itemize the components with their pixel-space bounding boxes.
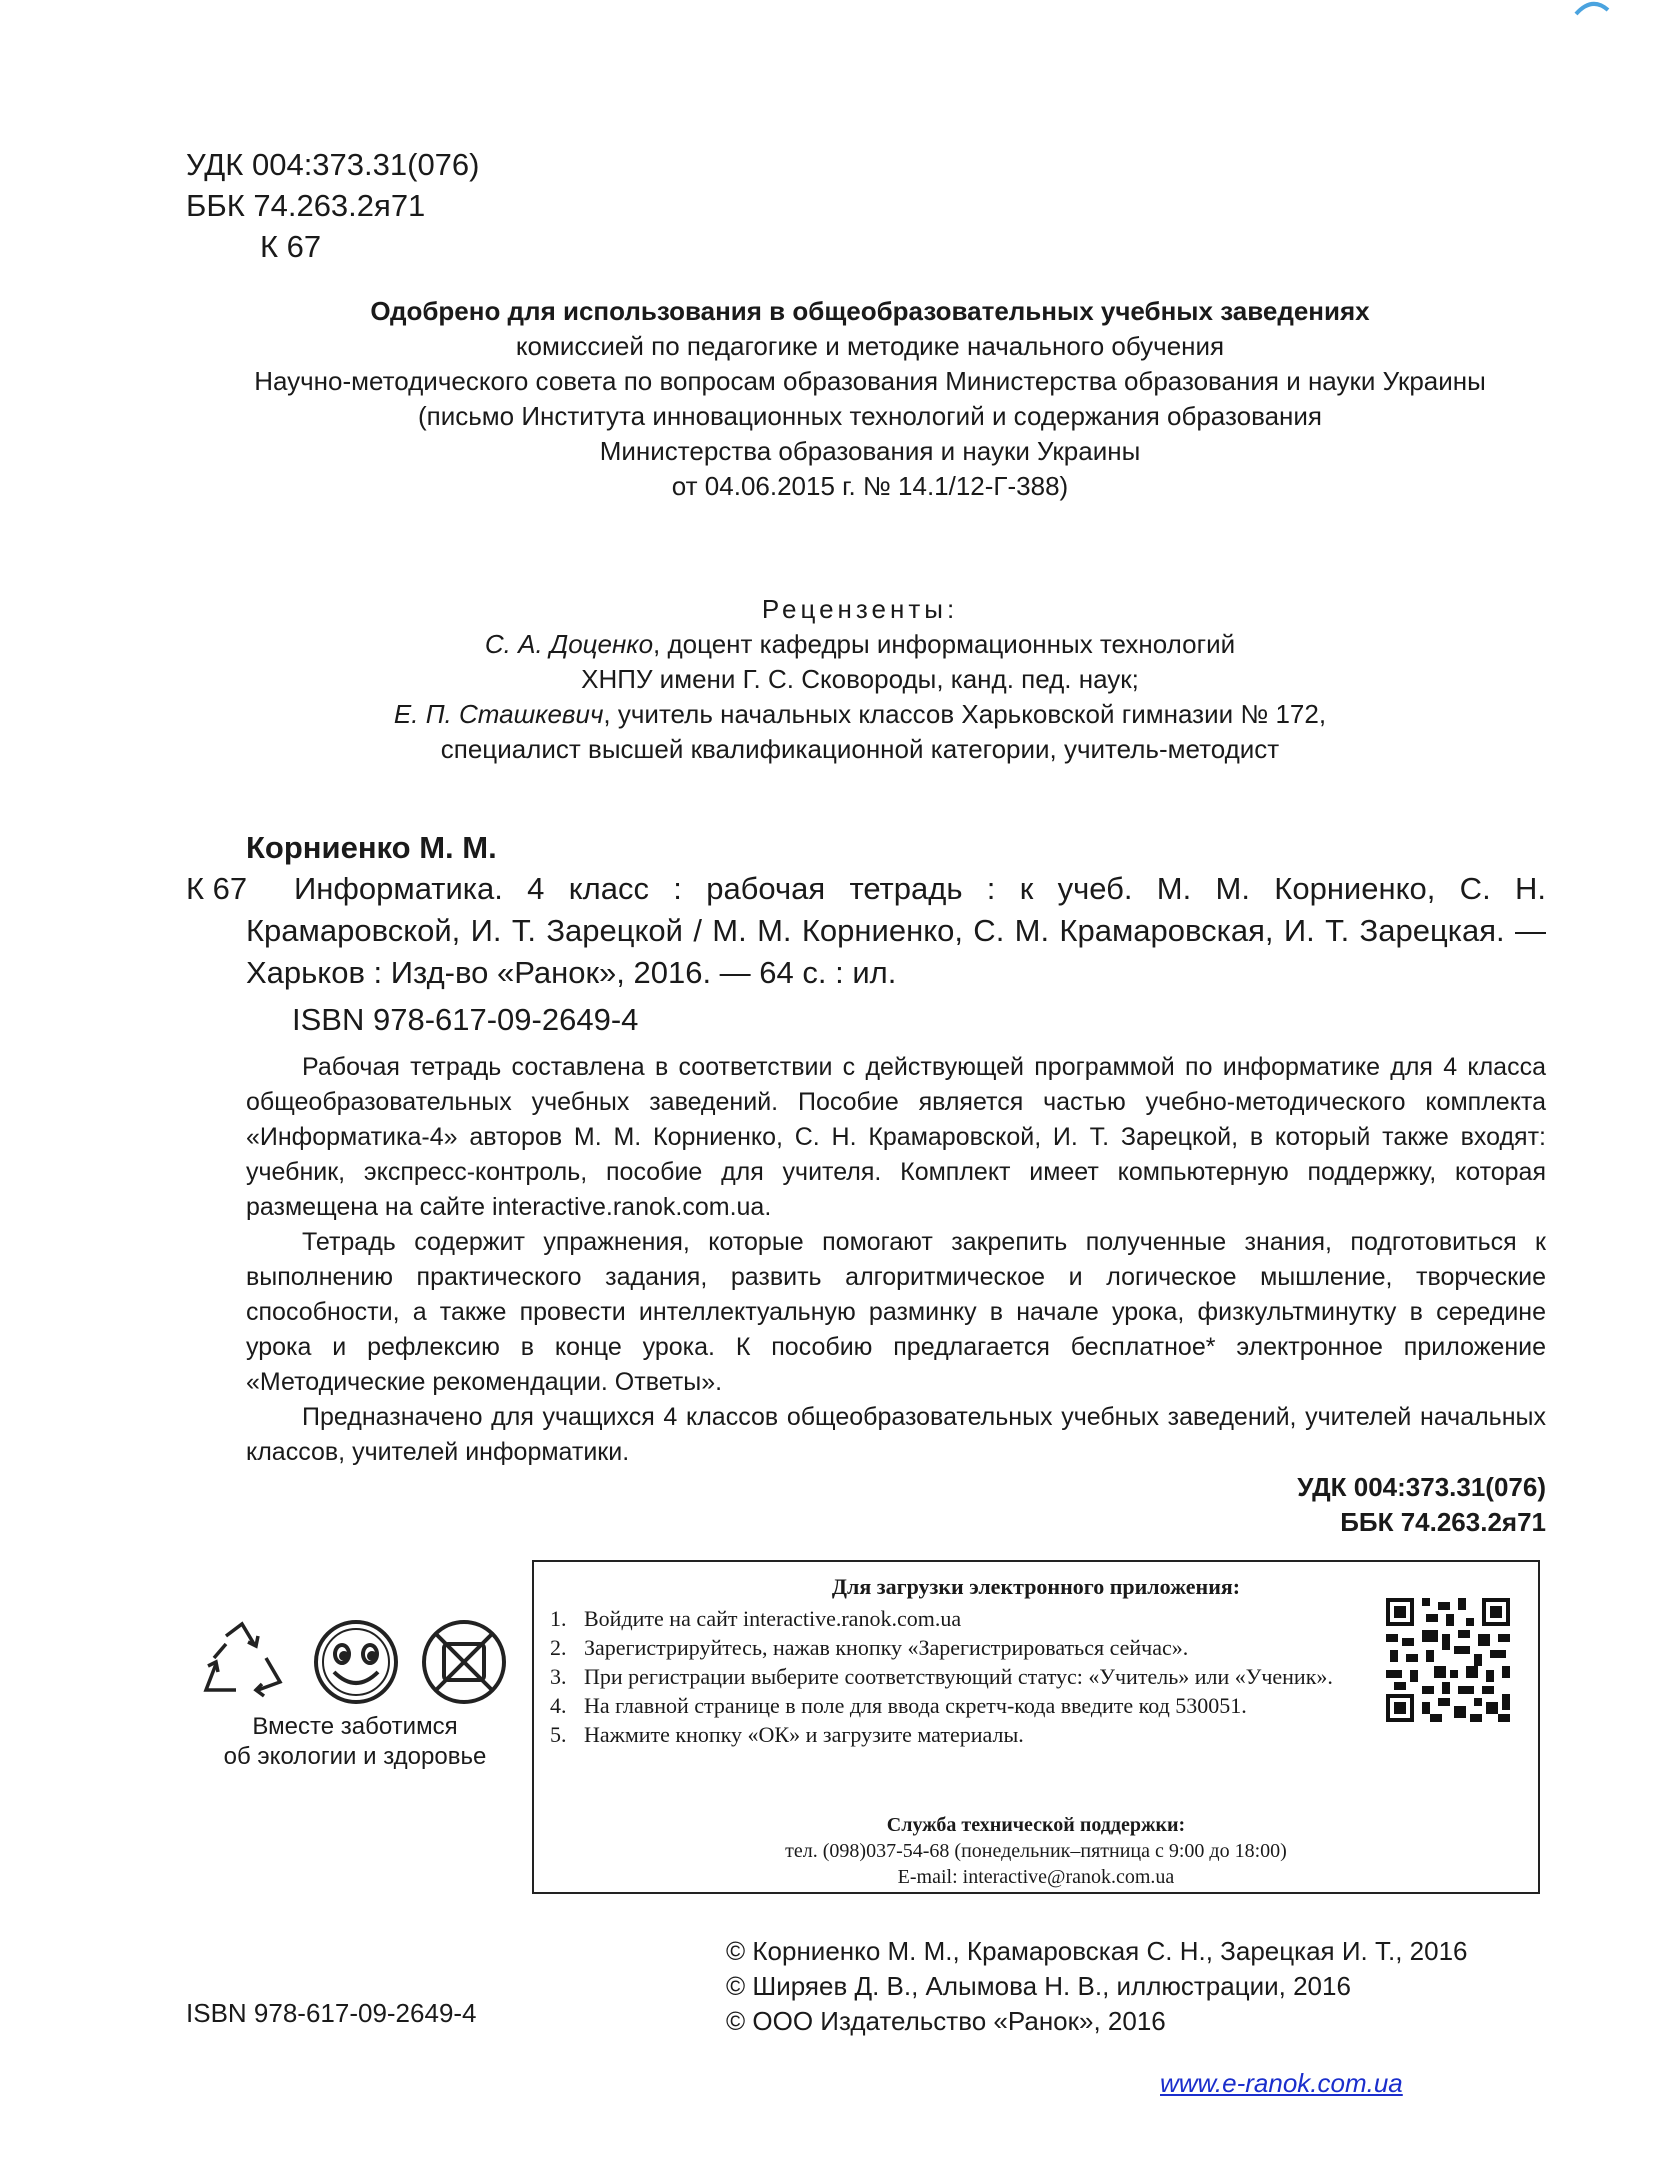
step-number: 1. <box>550 1606 567 1631</box>
bib-author: Корниенко М. М. <box>246 830 497 865</box>
recycle-icon <box>206 1624 280 1696</box>
step-text: На главной странице в поле для ввода скретч-кода введите код 530051. <box>584 1693 1247 1718</box>
support-title: Служба технической поддержки: <box>886 1814 1186 1836</box>
copyright-line: © Ширяев Д. В., Алымова Н. В., иллюстрации, 2016 <box>726 1971 1351 2001</box>
approval-line: комиссией по педагогике и методике начального обучения <box>515 331 1225 361</box>
udk-right-block <box>1297 1470 1546 1540</box>
step-text: Зарегистрируйтесь, нажав кнопку «Зарегистрироваться сейчас». <box>584 1635 1189 1660</box>
eco-icons <box>196 1618 510 1708</box>
bib-description: Информатика. 4 класс : рабочая тетрадь : к учеб. М. М. Корниенко, С. Н. Крамаровской, И. Т. Зарецкой / М. М. Корниенко, С. М. Крамаровская, И. Т. Зарецкая. — Харьков : Изд-во «Ранок», 2016. — 64 с. : ил. <box>246 871 1546 990</box>
publisher-logo-icon <box>1572 0 1612 16</box>
support-phone: тел. (098)037-54-68 (понедельник–пятница с 9:00 до 18:00) <box>785 1840 1287 1862</box>
annotation-paragraph: Рабочая тетрадь составлена в соответствии с действующей программой по информатике для 4 класса общеобразовательных учебных заведений. Пособие является частью учебно-методического комплекта «Информатика-4» авторов М. М. Корниенко, С. Н. Крамаровской, И. Т. Зарецкой, в который также входят: учебник, экспресс-контроль, пособие для учителя. Комплект имеет компьютерную поддержку, которая размещена на сайте interactive.ranok.com.ua. <box>246 1053 1546 1221</box>
support-block <box>534 1812 1538 1890</box>
reviewer-1-position: , доцент кафедры информационных технологий <box>653 629 1236 659</box>
annotation-paragraph: Предназначено для учащихся 4 классов общеобразовательных учебных заведений, учителей начальных классов, учителей информатики. <box>246 1403 1546 1466</box>
download-title: Для загрузки электронного приложения: <box>831 1574 1241 1599</box>
reviewer-2 <box>300 697 1420 732</box>
reviewer-2-name: Е. П. Сташкевич <box>393 699 604 729</box>
step-number: 2. <box>550 1635 567 1660</box>
reviewers-heading: Рецензенты: <box>761 594 959 624</box>
step-number: 5. <box>550 1722 567 1747</box>
annotation-paragraph: Тетрадь содержит упражнения, которые помогают закрепить полученные знания, подготовиться к выполнению практического задания, развить алгоритмическое и логическое мышление, творческие способности, а также провести интеллектуальную разминку в начале урока, физкультминутку в середине урока и рефлексию в конце урока. К пособию предлагается бесплатное* электронное приложение «Методические рекомендации. Ответы». <box>246 1228 1546 1396</box>
step-text: При регистрации выберите соответствующий статус: «Учитель» или «Ученик». <box>584 1664 1333 1689</box>
eco-slogan <box>190 1712 520 1772</box>
copyright-block <box>726 1934 1467 2039</box>
udk-right: УДК 004:373.31(076) <box>1297 1472 1546 1502</box>
smiley-icon <box>316 1622 396 1702</box>
download-steps <box>550 1604 1530 1749</box>
eco-line-1: Вместе заботимся <box>252 1713 458 1740</box>
publisher-site-link[interactable]: www.e-ranok.com.ua <box>1160 2068 1403 2098</box>
copyright-line: © ООО Издательство «Ранок», 2016 <box>726 2006 1166 2036</box>
reviewer-1 <box>300 627 1420 662</box>
author-mark: К 67 <box>260 229 322 264</box>
download-step <box>550 1691 1530 1720</box>
approval-line: (письмо Института инновационных технологий и содержания образования <box>417 401 1323 431</box>
step-number: 3. <box>550 1664 567 1689</box>
no-gmo-icon <box>424 1622 504 1702</box>
eco-line-2: об экологии и здоровье <box>223 1743 487 1770</box>
approval-line: от 04.06.2015 г. № 14.1/12-Г-388) <box>671 471 1069 501</box>
reviewers-block <box>300 592 1420 767</box>
approval-heading: Одобрено для использования в общеобразовательных учебных заведениях <box>370 296 1370 326</box>
approval-block <box>170 294 1570 504</box>
bib-code: К 67 <box>186 871 248 906</box>
copyright-line: © Корниенко М. М., Крамаровская С. Н., Зарецкая И. Т., 2016 <box>726 1936 1468 1966</box>
approval-line: Министерства образования и науки Украины <box>599 436 1141 466</box>
bib-isbn: ISBN 978-617-09-2649-4 <box>292 1002 639 1037</box>
download-instructions-box <box>532 1560 1540 1894</box>
qr-code-icon[interactable] <box>1386 1598 1510 1722</box>
reviewer-2-position: , учитель начальных классов Харьковской гимназии № 172, <box>603 699 1327 729</box>
udk-code: УДК 004:373.31(076) <box>186 147 480 182</box>
bib-record <box>186 868 1546 994</box>
isbn-bottom: ISBN 978-617-09-2649-4 <box>186 1998 477 2028</box>
annotation <box>246 1050 1546 1470</box>
bbk-right: ББК 74.263.2я71 <box>1340 1507 1546 1537</box>
reviewer-1-name: С. А. Доценко <box>484 629 654 659</box>
approval-line: Научно-методического совета по вопросам образования Министерства образования и науки Украины <box>254 366 1486 396</box>
reviewer-1-affiliation: ХНПУ имени Г. С. Сковороды, канд. пед. наук; <box>581 664 1139 694</box>
download-step <box>550 1604 1530 1633</box>
download-step <box>550 1662 1344 1691</box>
step-text: Нажмите кнопку «ОК» и загрузите материалы. <box>584 1722 1024 1747</box>
download-step <box>550 1720 1530 1749</box>
bbk-code: ББК 74.263.2я71 <box>186 188 426 223</box>
download-step <box>550 1633 1344 1662</box>
step-number: 4. <box>550 1693 567 1718</box>
reviewer-2-qualification: специалист высшей квалификационной категории, учитель-методист <box>440 734 1280 764</box>
step-text: Войдите на сайт interactive.ranok.com.ua <box>584 1606 962 1631</box>
support-email: E-mail: interactive@ranok.com.ua <box>897 1866 1175 1888</box>
